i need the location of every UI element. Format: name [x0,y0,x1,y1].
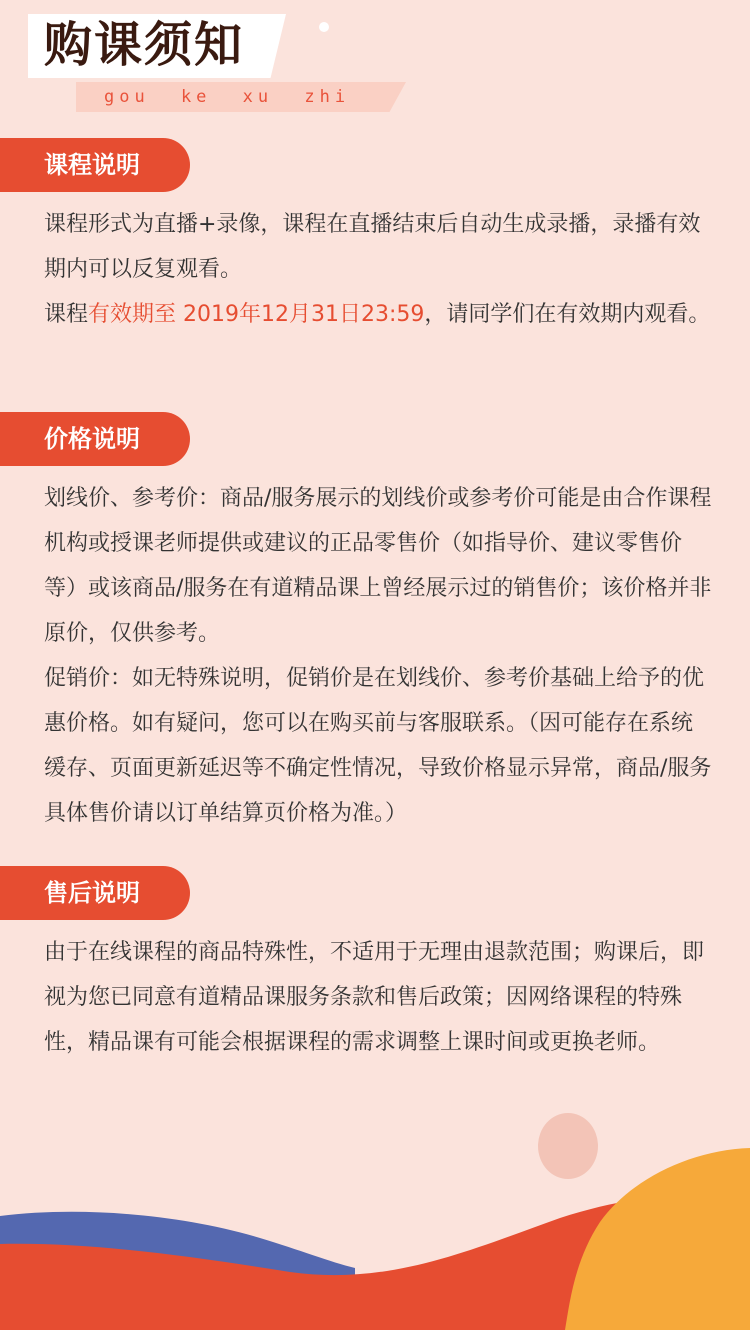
validity-prefix: 课程 [44,302,89,327]
validity-highlight: 有效期至 2019年12月31日23:59 [88,302,425,327]
wave-orange [565,1148,750,1330]
wave-red [0,1194,750,1330]
section-body-aftersale [44,930,714,1065]
section-heading-course: 课程说明 [0,138,190,192]
aftersale-paragraph: 由于在线课程的商品特殊性，不适用于无理由退款范围；购课后，即视为您已同意有道精品课服务条款和售后政策；因网络课程的特殊性，精品课有可能会根据课程的需求调整上课时间或更换老师。 [44,940,705,1055]
section-heading-price: 价格说明 [0,412,190,466]
section-heading-aftersale: 售后说明 [0,866,190,920]
price-paragraph-promo-price: 促销价：如无特殊说明，促销价是在划线价、参考价基础上给予的优惠价格。如有疑问，您可以在购买前与客服联系。（因可能存在系统缓存、页面更新延迟等不确定性情况，导致价格显示异常，商品/服务具体售价请以订单结算页价格为准。） [44,666,712,826]
course-paragraph-validity [44,292,714,337]
price-paragraph-list-price: 划线价、参考价：商品/服务展示的划线价或参考价可能是由合作课程机构或授课老师提供或建议的正品零售价（如指导价、建议零售价等）或该商品/服务在有道精品课上曾经展示过的销售价；该价格并非原价，仅供参考。 [44,486,712,646]
decorative-dot [319,22,329,32]
page-title: 购课须知 [44,17,245,73]
page-subtitle-pinyin: gou ke xu zhi [104,87,351,107]
section-body-price [44,476,714,836]
wave-blue [0,1212,355,1330]
decorative-blob [538,1113,598,1179]
section-body-course [44,202,714,337]
course-paragraph-format: 课程形式为直播+录像，课程在直播结束后自动生成录播，录播有效期内可以反复观看。 [44,212,701,282]
validity-suffix: ，请同学们在有效期内观看。 [424,302,711,327]
